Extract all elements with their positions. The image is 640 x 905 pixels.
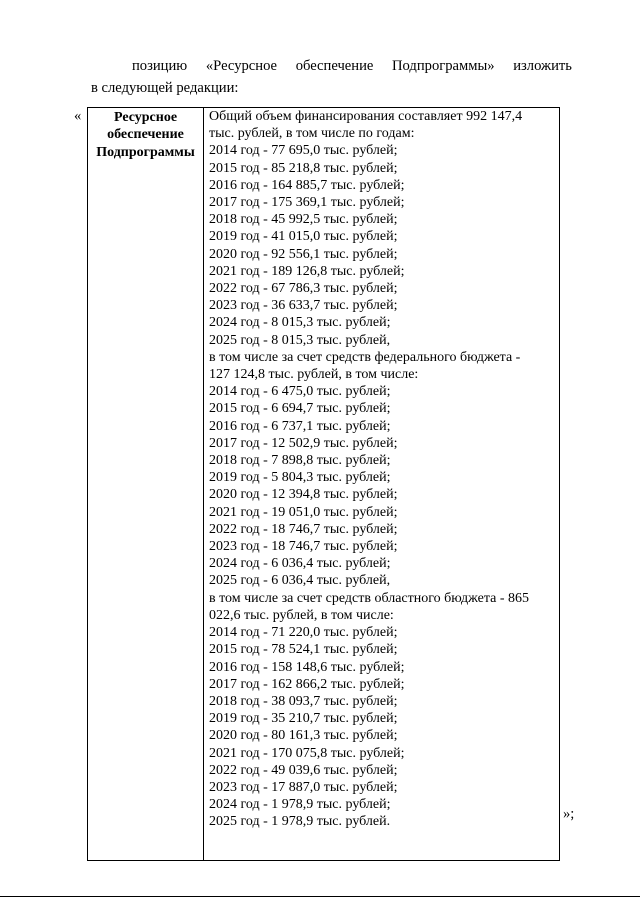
body-line: 2017 год - 162 866,2 тыс. рублей;	[209, 676, 405, 692]
body-line: 2021 год - 189 126,8 тыс. рублей;	[209, 263, 405, 279]
body-line: 2018 год - 38 093,7 тыс. рублей;	[209, 693, 398, 709]
body-line: 2022 год - 67 786,3 тыс. рублей;	[209, 281, 398, 297]
body-line: в том числе за счет средств федерального бюджета -	[209, 349, 521, 365]
intro-line-2: в следующей редакции:	[91, 80, 239, 96]
intro-word: обеспечение	[295, 58, 374, 74]
body-line: 2016 год - 158 148,6 тыс. рублей;	[209, 659, 405, 675]
body-line: 2023 год - 17 887,0 тыс. рублей;	[209, 779, 398, 795]
body-line: 2014 год - 6 475,0 тыс. рублей;	[209, 384, 391, 400]
heading-line: Подпрограммы	[96, 144, 195, 160]
intro-word: «Ресурсное	[205, 58, 278, 74]
body-line: 2021 год - 19 051,0 тыс. рублей;	[209, 504, 398, 520]
body-line: Общий объем финансирования составляет 992 147,4	[209, 109, 523, 124]
body-line: 2019 год - 41 015,0 тыс. рублей;	[209, 229, 398, 245]
table-body-cell	[204, 108, 559, 860]
body-line: 2024 год - 8 015,3 тыс. рублей;	[209, 315, 391, 331]
opening-quote: «	[74, 108, 82, 124]
body-line: 2015 год - 78 524,1 тыс. рублей;	[209, 642, 398, 658]
intro-word: позицию	[132, 58, 188, 74]
body-line: 2020 год - 92 556,1 тыс. рублей;	[209, 246, 398, 262]
body-line: 2024 год - 1 978,9 тыс. рублей;	[209, 797, 391, 813]
intro-line-1	[132, 58, 572, 75]
body-line: 2025 год - 1 978,9 тыс. рублей.	[209, 814, 391, 830]
table-heading-cell	[88, 108, 204, 860]
body-line: 2022 год - 18 746,7 тыс. рублей;	[209, 521, 398, 537]
intro-word: Подпрограммы»	[392, 58, 495, 74]
body-line: тыс. рублей, в том числе по годам:	[209, 126, 415, 142]
closing-quote: »;	[563, 806, 575, 822]
body-line: в том числе за счет средств областного бюджета - 865	[209, 590, 529, 606]
resource-table	[87, 107, 560, 861]
body-line: 2020 год - 12 394,8 тыс. рублей;	[209, 487, 398, 503]
body-line: 2022 год - 49 039,6 тыс. рублей;	[209, 762, 398, 778]
body-line: 2015 год - 85 218,8 тыс. рублей;	[209, 160, 398, 176]
body-line: 2018 год - 7 898,8 тыс. рублей;	[209, 453, 391, 469]
body-line: 2019 год - 5 804,3 тыс. рублей;	[209, 470, 391, 486]
heading-line: Ресурсное	[113, 110, 178, 125]
body-line: 2023 год - 18 746,7 тыс. рублей;	[209, 539, 398, 555]
body-line: 2014 год - 77 695,0 тыс. рублей;	[209, 143, 398, 159]
heading-line: обеспечение	[107, 127, 184, 143]
body-line: 2025 год - 6 036,4 тыс. рублей,	[209, 573, 391, 589]
body-line: 2017 год - 12 502,9 тыс. рублей;	[209, 435, 398, 451]
body-line: 2015 год - 6 694,7 тыс. рублей;	[209, 401, 391, 417]
body-line: 022,6 тыс. рублей, в том числе:	[209, 607, 394, 623]
page-bottom-rule	[0, 896, 640, 897]
body-line: 2023 год - 36 633,7 тыс. рублей;	[209, 298, 398, 314]
body-line: 2020 год - 80 161,3 тыс. рублей;	[209, 728, 398, 744]
body-line: 2014 год - 71 220,0 тыс. рублей;	[209, 625, 398, 641]
body-line: 2019 год - 35 210,7 тыс. рублей;	[209, 711, 398, 727]
body-line: 2016 год - 6 737,1 тыс. рублей;	[209, 418, 391, 434]
body-line: 2018 год - 45 992,5 тыс. рублей;	[209, 212, 398, 228]
intro-word: изложить	[513, 58, 572, 74]
body-line: 2025 год - 8 015,3 тыс. рублей,	[209, 332, 391, 348]
body-line: 127 124,8 тыс. рублей, в том числе:	[209, 367, 419, 383]
body-line: 2021 год - 170 075,8 тыс. рублей;	[209, 745, 405, 761]
body-line: 2017 год - 175 369,1 тыс. рублей;	[209, 195, 405, 211]
body-line: 2024 год - 6 036,4 тыс. рублей;	[209, 556, 391, 572]
body-line: 2016 год - 164 885,7 тыс. рублей;	[209, 177, 405, 193]
